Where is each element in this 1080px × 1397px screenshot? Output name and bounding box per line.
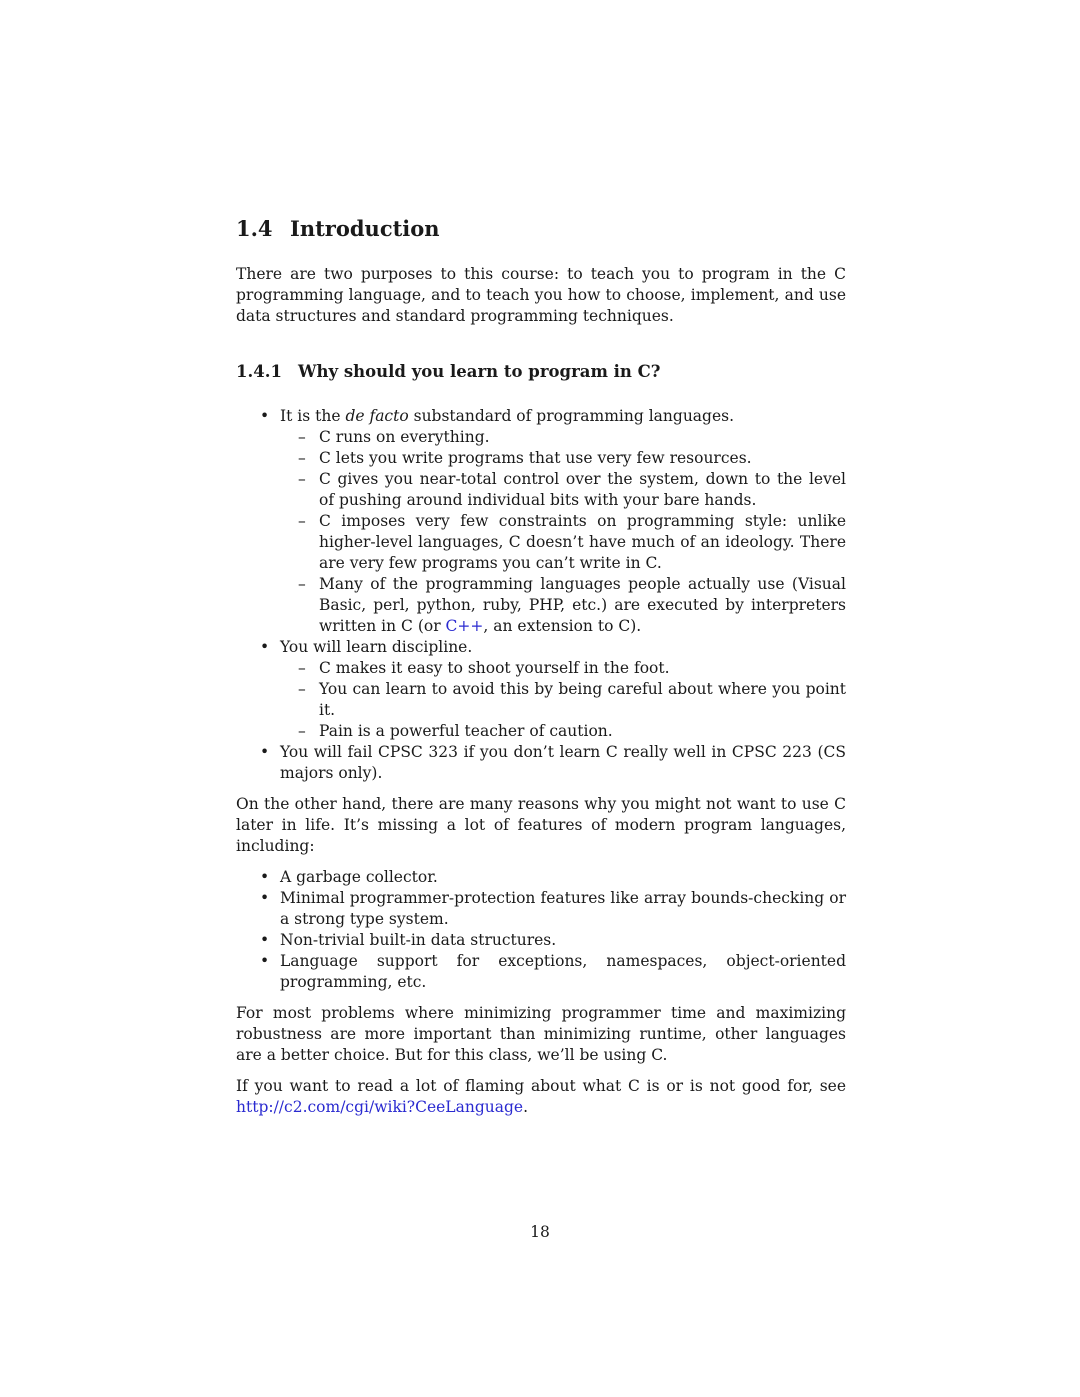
list-item: – Pain is a powerful teacher of caution. bbox=[298, 722, 613, 740]
bullet-icon: • bbox=[260, 889, 270, 907]
missing-features-list bbox=[236, 867, 846, 993]
c2-wiki-link[interactable]: http://c2.com/cgi/wiki?CeeLanguage bbox=[236, 1098, 524, 1116]
emphasis: de facto bbox=[345, 407, 409, 425]
subsection-number: 1.4.1 bbox=[236, 362, 282, 381]
flaming-paragraph: If you want to read a lot of flaming about what C is or is not good for, see http://c2.com/cgi/wiki?CeeLanguage. bbox=[236, 1077, 846, 1116]
list-item: – C lets you write programs that use very few resources. bbox=[298, 449, 752, 467]
list-item: • You will learn discipline. – C makes it easy to shoot yourself in the foot. – You can learn to avoid this by being careful about where you point it. – Pain is a powerful teacher of caution. bbox=[260, 638, 846, 740]
section-title: Introduction bbox=[290, 216, 440, 241]
list-item: – Many of the programming languages people actually use (Visual Basic, perl, python, ruby, PHP, etc.) are executed by interpreters written in C (or C++, an extension to C). bbox=[298, 575, 846, 635]
bullet-icon: • bbox=[260, 743, 270, 761]
list-item: – C makes it easy to shoot yourself in the foot. bbox=[298, 659, 670, 677]
list-item: • Language support for exceptions, namespaces, object-oriented programming, etc. bbox=[260, 952, 846, 991]
dash-icon: – bbox=[298, 512, 306, 530]
bullet-icon: • bbox=[260, 407, 270, 425]
bullet-icon: • bbox=[260, 638, 270, 656]
list-item: – C runs on everything. bbox=[298, 428, 490, 446]
dash-icon: – bbox=[298, 722, 306, 740]
subsection-title: Why should you learn to program in C? bbox=[298, 362, 661, 381]
list-item: – C gives you near-total control over the system, down to the level of pushing around individual bits with your bare hands. bbox=[298, 470, 846, 509]
bullet-icon: • bbox=[260, 931, 270, 949]
list-item: – C imposes very few constraints on programming style: unlike higher-level languages, C doesn’t have much of an ideology. There are very few programs you can’t write in C. bbox=[298, 512, 846, 572]
dash-icon: – bbox=[298, 575, 306, 593]
dash-icon: – bbox=[298, 428, 306, 446]
sub-list bbox=[280, 427, 846, 637]
reasons-list bbox=[236, 406, 846, 784]
list-item: • It is the de facto substandard of programming languages. – C runs on everything. – C lets you write programs that use very few resources. – C gives you near-total control over the system, down to the level of pushing around individual bits with your bare hands. – C imposes very few constraints on programming style: unlike higher-level languages, C doesn’t have much of an ideology. There are very few programs you can’t write in C. – Many of the programming languages people actually use (Visual Basic, perl, python, ruby, PHP, etc.) are executed by interpreters written in C (or C++, an extension to C). bbox=[260, 407, 846, 635]
list-item: – You can learn to avoid this by being careful about where you point it. bbox=[298, 680, 846, 719]
list-item: • Minimal programmer-protection features like array bounds-checking or a strong type system. bbox=[260, 889, 846, 928]
dash-icon: – bbox=[298, 680, 306, 698]
dash-icon: – bbox=[298, 659, 306, 677]
list-item: • A garbage collector. bbox=[260, 868, 438, 886]
other-hand-paragraph: On the other hand, there are many reasons why you might not want to use C later in life. It’s missing a lot of features of modern program languages, including: bbox=[236, 795, 846, 855]
list-item: • You will fail CPSC 323 if you don’t learn C really well in CPSC 223 (CS majors only). bbox=[260, 743, 846, 782]
bullet-icon: • bbox=[260, 868, 270, 886]
body-block bbox=[236, 406, 846, 1118]
dash-icon: – bbox=[298, 470, 306, 488]
cpp-link[interactable]: C++ bbox=[445, 617, 484, 635]
dash-icon: – bbox=[298, 449, 306, 467]
list-item: • Non-trivial built-in data structures. bbox=[260, 931, 557, 949]
sub-list bbox=[280, 658, 846, 742]
section-heading bbox=[236, 216, 440, 241]
subsection-heading bbox=[236, 362, 660, 381]
most-problems-paragraph: For most problems where minimizing programmer time and maximizing robustness are more important than minimizing runtime, other languages are a better choice. But for this class, we’ll be using C. bbox=[236, 1004, 846, 1064]
bullet-icon: • bbox=[260, 952, 270, 970]
section-number: 1.4 bbox=[236, 216, 273, 241]
page-number: 18 bbox=[530, 1223, 550, 1241]
intro-paragraph: There are two purposes to this course: to teach you to program in the C programming language, and to teach you how to choose, implement, and use data structures and standard programming techniques. bbox=[236, 265, 846, 325]
